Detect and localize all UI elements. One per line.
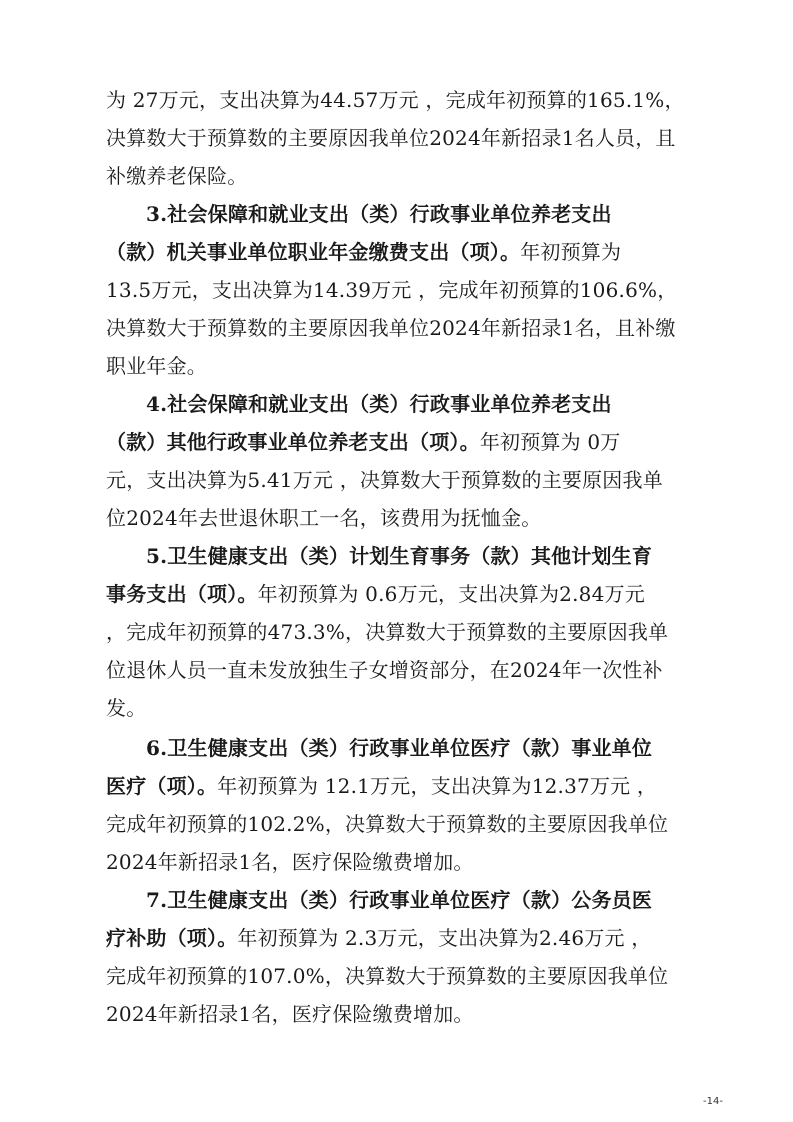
section-heading-7: 7.卫生健康支出（类）行政事业单位医疗（款）公务员医 <box>146 888 653 912</box>
text-line: 位退休人员一直未发放独生子女增资部分，在2024年一次性补 <box>106 658 663 682</box>
text-line: 职业年金。 <box>106 354 207 378</box>
text-line: 2024年新招录1名，医疗保险缴费增加。 <box>106 1002 474 1026</box>
text-line: 13.5万元，支出决算为14.39万元 ，完成年初预算的106.6%， <box>106 278 678 302</box>
text-line: 事务支出（项）。年初预算为 0.6万元，支出决算为2.84万元 <box>106 582 645 606</box>
section-heading-4: 4.社会保障和就业支出（类）行政事业单位养老支出 <box>146 392 612 416</box>
text-line: ，完成年初预算的473.3%，决算数大于预算数的主要原因我单 <box>106 620 669 644</box>
section-heading-6: 6.卫生健康支出（类）行政事业单位医疗（款）事业单位 <box>146 736 653 760</box>
text-line: 元，支出决算为5.41万元 ，决算数大于预算数的主要原因我单 <box>106 468 663 492</box>
text-line: 发。 <box>106 696 147 720</box>
text-line: 为 27万元，支出决算为44.57万元 ，完成年初预算的165.1%， <box>106 88 685 112</box>
text-line: 完成年初预算的107.0%，决算数大于预算数的主要原因我单位 <box>106 964 669 988</box>
text-line: 决算数大于预算数的主要原因我单位2024年新招录1名，且补缴 <box>106 316 676 340</box>
text-line: 位2024年去世退休职工一名，该费用为抚恤金。 <box>106 506 542 530</box>
text-line: 补缴养老保险。 <box>106 164 248 188</box>
text-line: 完成年初预算的102.2%，决算数大于预算数的主要原因我单位 <box>106 812 669 836</box>
text-line: （款）机关事业单位职业年金缴费支出（项）。年初预算为 <box>106 240 622 264</box>
text-line: （款）其他行政事业单位养老支出（项）。年初预算为 0万 <box>106 430 621 454</box>
text-line: 疗补助（项）。年初预算为 2.3万元，支出决算为2.46万元 ， <box>106 926 652 950</box>
page-number: -14- <box>703 1096 723 1107</box>
text-line: 决算数大于预算数的主要原因我单位2024年新招录1名人员，且 <box>106 126 676 150</box>
text-line: 医疗（项）。年初预算为 12.1万元，支出决算为12.37万元 ， <box>106 774 658 798</box>
text-line: 2024年新招录1名，医疗保险缴费增加。 <box>106 850 474 874</box>
section-heading-5: 5.卫生健康支出（类）计划生育事务（款）其他计划生育 <box>146 544 653 568</box>
section-heading-3: 3.社会保障和就业支出（类）行政事业单位养老支出 <box>146 202 612 226</box>
